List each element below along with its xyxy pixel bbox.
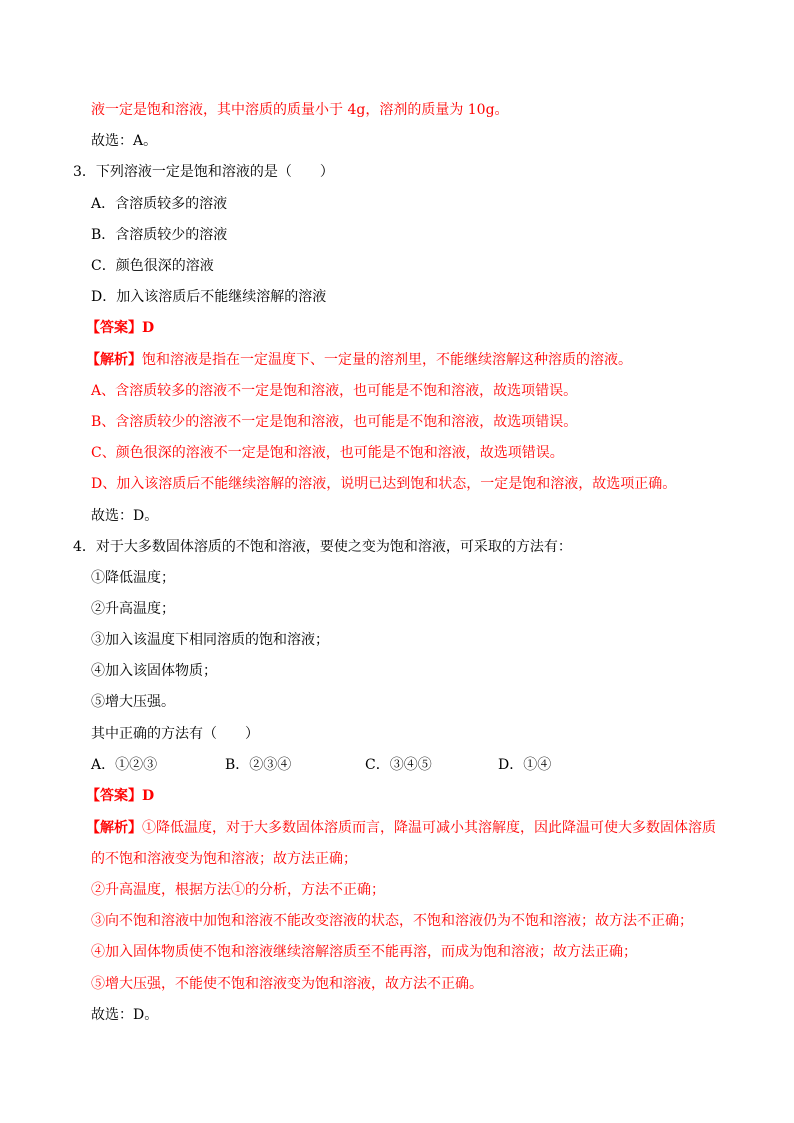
q3-option-a: A．含溶质较多的溶液 bbox=[91, 196, 228, 212]
q4-method-2: ②升高温度； bbox=[91, 601, 175, 617]
q4-question: 其中正确的方法有（ ） bbox=[91, 726, 259, 742]
q4-method-3: ③加入该温度下相同溶质的饱和溶液； bbox=[91, 632, 329, 648]
q4-method-4: ④加入该固体物质； bbox=[91, 663, 217, 679]
q4-analysis-first: ①降低温度，对于大多数固体溶质而言，降温可减小其溶解度，因此降温可使大多数固体溶质 bbox=[142, 820, 716, 836]
q4-answer-value: D bbox=[142, 788, 155, 804]
q3-analysis-line bbox=[86, 350, 632, 370]
q3-analysis-a: A、含溶质较多的溶液不一定是饱和溶液，也可能是不饱和溶液，故选项错误。 bbox=[91, 383, 578, 399]
prev-explanation-tail: 液一定是饱和溶液，其中溶质的质量小于 4g，溶剂的质量为 10g。 bbox=[91, 102, 509, 118]
q4-method-1: ①降低温度； bbox=[91, 570, 175, 586]
q4-method-5: ⑤增大压强。 bbox=[91, 694, 175, 710]
q3-option-b: B．含溶质较少的溶液 bbox=[91, 227, 228, 243]
q3-answer-tag: 【答案】 bbox=[86, 320, 142, 336]
q4-analysis-3: ③向不饱和溶液中加饱和溶液不能改变溶液的状态，不饱和溶液仍为不饱和溶液；故方法不正确； bbox=[91, 913, 693, 929]
q3-option-d: D．加入该溶质后不能继续溶解的溶液 bbox=[91, 289, 327, 305]
prev-select-line: 故选：A。 bbox=[91, 133, 158, 149]
q4-stem: 4．对于大多数固体溶质的不饱和溶液，要使之变为饱和溶液，可采取的方法有： bbox=[73, 539, 572, 555]
q3-analysis-b: B、含溶质较少的溶液不一定是饱和溶液，也可能是不饱和溶液，故选项错误。 bbox=[91, 414, 578, 430]
q3-stem: 3．下列溶液一定是饱和溶液的是（ ） bbox=[73, 164, 334, 180]
q4-analysis-4: ④加入固体物质使不饱和溶液继续溶解溶质至不能再溶，而成为饱和溶液；故方法正确； bbox=[91, 944, 637, 960]
q3-analysis-tag: 【解析】 bbox=[86, 352, 142, 368]
q3-select-line: 故选：D。 bbox=[91, 508, 159, 524]
q3-answer-line bbox=[86, 318, 154, 338]
q4-choice-c: C．③④⑤ bbox=[365, 757, 432, 773]
q4-analysis-5: ⑤增大压强，不能使不饱和溶液变为饱和溶液，故方法不正确。 bbox=[91, 976, 483, 992]
q4-answer-line bbox=[86, 786, 154, 806]
q4-select-line: 故选：D。 bbox=[91, 1007, 159, 1023]
q4-analysis-tag: 【解析】 bbox=[86, 820, 142, 836]
q4-choice-a: A．①②③ bbox=[91, 757, 158, 773]
q3-answer-value: D bbox=[142, 320, 155, 336]
q4-choice-d: D．①④ bbox=[498, 757, 552, 773]
q4-analysis-2: ②升高温度，根据方法①的分析，方法不正确； bbox=[91, 882, 385, 898]
q4-answer-tag: 【答案】 bbox=[86, 788, 142, 804]
q3-analysis-c: C、颜色很深的溶液不一定是饱和溶液，也可能是不饱和溶液，故选项错误。 bbox=[91, 445, 564, 461]
q3-option-c: C．颜色很深的溶液 bbox=[91, 258, 214, 274]
q3-analysis-text: 饱和溶液是指在一定温度下、一定量的溶剂里，不能继续溶解这种溶质的溶液。 bbox=[142, 352, 632, 368]
q4-analysis-line bbox=[86, 818, 716, 838]
q3-analysis-d: D、加入该溶质后不能继续溶解的溶液，说明已达到饱和状态，一定是饱和溶液，故选项正确。 bbox=[91, 476, 677, 492]
q4-analysis-first-cont: 的不饱和溶液变为饱和溶液；故方法正确； bbox=[91, 851, 357, 867]
q4-choice-b: B．②③④ bbox=[225, 757, 292, 773]
